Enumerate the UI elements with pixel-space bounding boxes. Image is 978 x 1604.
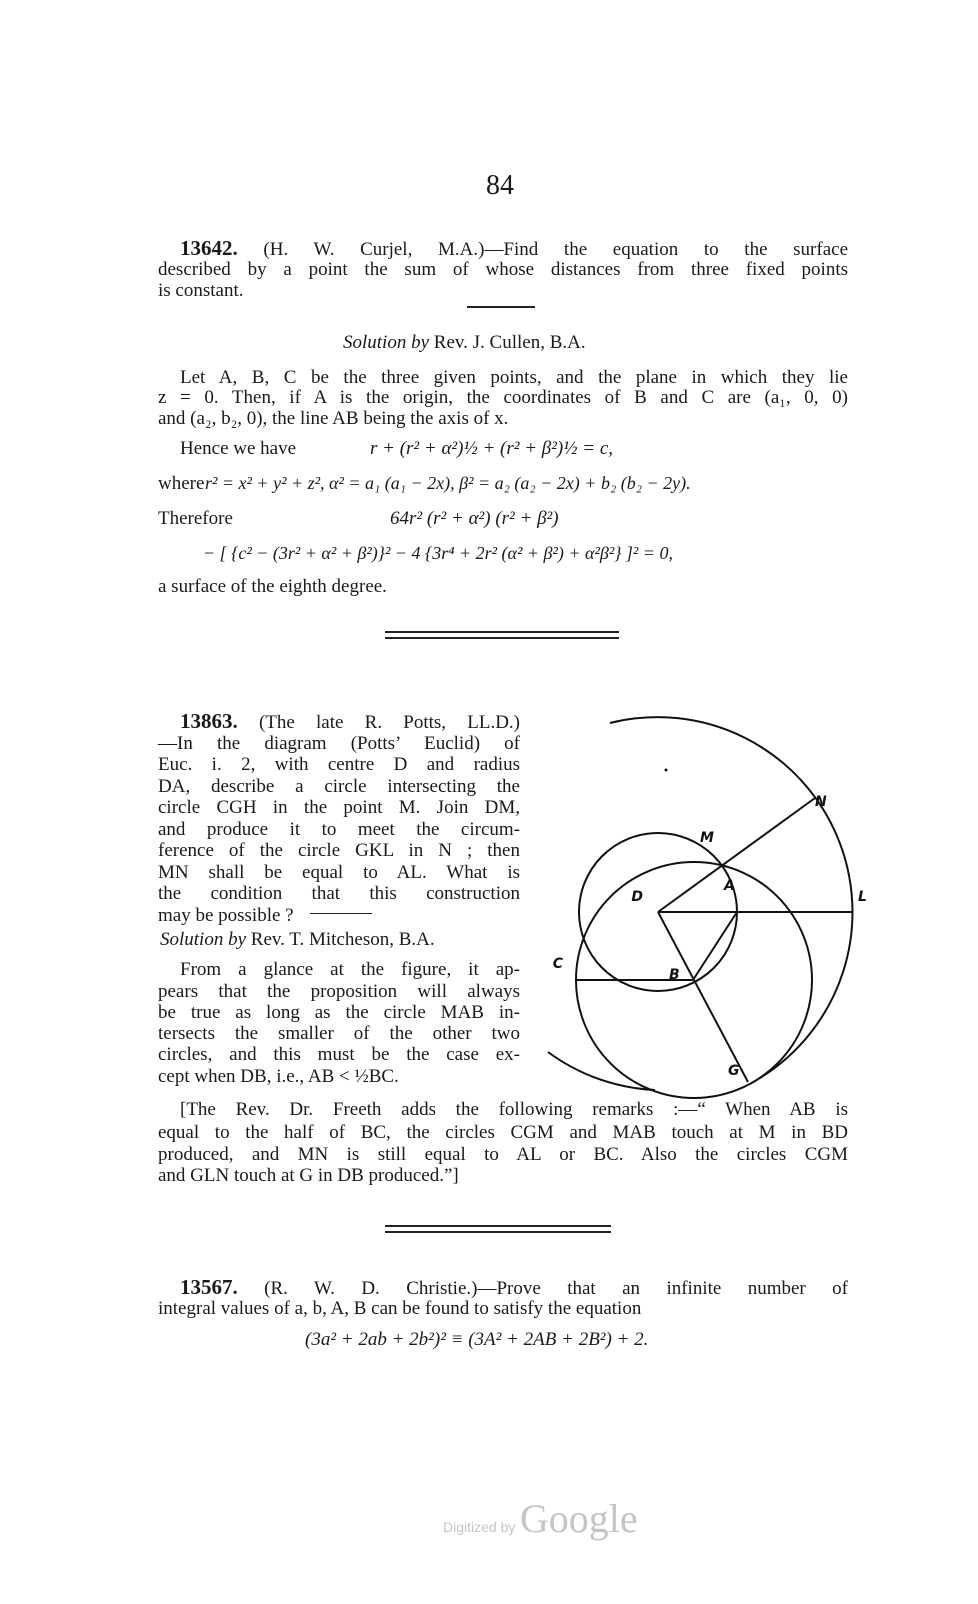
section-divider [385, 1225, 611, 1233]
question-13863-line: DA, describe a circle intersecting the [158, 776, 520, 797]
watermark-logo: Google [519, 1496, 638, 1541]
question-author: (H. W. Curjel, M.A.) [263, 239, 485, 260]
remark-line: equal to the half of BC, the circles CGM and MAB touch at M in BD [158, 1122, 848, 1143]
line-dn [658, 798, 815, 912]
label-b: B [669, 967, 680, 983]
watermark [443, 1495, 638, 1542]
watermark-prefix: Digitized by [443, 1519, 516, 1535]
solution-line: cept when DB, i.e., AB < ½BC. [158, 1066, 399, 1087]
therefore-label: Therefore [158, 508, 233, 529]
question-number: 13567. [180, 1275, 238, 1299]
label-a: A [724, 878, 735, 894]
question-number: 13863. [180, 709, 238, 733]
label-c: C [552, 956, 563, 972]
equation-3: 64r² (r² + α²) (r² + β²) [390, 508, 559, 529]
question-number: 13642. [180, 236, 238, 260]
label-g: G [728, 1063, 740, 1079]
question-13863-line: Euc. i. 2, with centre D and radius [158, 754, 520, 775]
solution-line: From a glance at the figure, it ap- [180, 959, 520, 980]
solution-by-label: Solution by [343, 332, 430, 353]
equation-1: r + (r² + α²)½ + (r² + β²)½ = c, [370, 438, 614, 459]
question-text: (The late R. Potts, LL.D.) [258, 712, 520, 733]
where-label: where [158, 473, 205, 494]
label-d: D [631, 889, 643, 905]
geometry-diagram [520, 690, 870, 1100]
short-rule [310, 913, 372, 914]
short-rule [467, 306, 535, 308]
question-13642-line-1 [180, 238, 848, 260]
solution-line: pears that the proposition will always [158, 981, 520, 1002]
label-m: M [700, 830, 714, 846]
page-number: 84 [486, 170, 514, 201]
line-dg [658, 912, 748, 1082]
question-13863-line: —In the diagram (Potts’ Euclid) of [158, 733, 520, 754]
solver-name: Rev. J. Cullen, B.A. [433, 332, 586, 353]
solution-heading-13863 [160, 929, 435, 950]
question-13863-line: circle CGH in the point M. Join DM, [158, 797, 520, 818]
equation-4: − [ {c² − (3r² + α² + β²)}² − 4 {3r⁴ + 2r² (α² + β²) + α²β²} ]² = 0, [203, 543, 673, 563]
solution-line-2: z = 0. Then, if A is the origin, the coordinates of B and C are (a₁, 0, 0) [158, 387, 848, 408]
question-13863-line: ference of the circle GKL in N ; then [158, 840, 520, 861]
equation-13567: (3a² + 2ab + 2b²)² ≡ (3A² + 2AB + 2B²) + 2. [305, 1329, 649, 1350]
hence-label: Hence we have [180, 438, 297, 459]
solution-heading-13642 [343, 332, 586, 353]
stray-dot [665, 769, 668, 772]
remark-line: [The Rev. Dr. Freeth adds the following remarks :—“ When AB is [180, 1099, 848, 1120]
question-text: (R. W. D. Christie.)—Prove that an infinite number of [264, 1278, 848, 1299]
remark-line: and GLN touch at G in DB produced.”] [158, 1165, 459, 1186]
question-13642-line-3: is constant. [158, 280, 244, 301]
large-circle-arc [610, 717, 852, 1078]
solution-line-1: Let A, B, C be the three given points, and the plane in which they lie [180, 367, 848, 388]
question-13642-line-2: described by a point the sum of whose distances from three fixed points [158, 259, 848, 280]
question-13863-line: may be possible ? [158, 905, 294, 926]
question-13567-line-1 [180, 1277, 848, 1299]
remark-line: produced, and MN is still equal to AL or BC. Also the circles CGM [158, 1144, 848, 1165]
label-l: L [858, 889, 867, 905]
solution-line: be true as long as the circle MAB in- [158, 1002, 520, 1023]
question-13863-line: the condition that this construction [158, 883, 520, 904]
conclusion: a surface of the eighth degree. [158, 576, 387, 597]
question-text: —Find the equation to the surface [484, 239, 849, 260]
equation-2: r² = x² + y² + z², α² = a₁ (a₁ − 2x), β² = a₂ (a₂ − 2x) + b₂ (b₂ − 2y). [205, 473, 691, 493]
solver-name: Rev. T. Mitcheson, B.A. [250, 929, 435, 950]
question-13863-line: MN shall be equal to AL. What is [158, 862, 520, 883]
label-n: N [815, 794, 827, 810]
solution-line: circles, and this must be the case ex- [158, 1044, 520, 1065]
question-13863-line: and produce it to meet the circum- [158, 819, 520, 840]
section-divider [385, 631, 619, 639]
question-13863-line-1 [180, 711, 520, 733]
solution-line: tersects the smaller of the other two [158, 1023, 520, 1044]
solution-line-3: and (a₂, b₂, 0), the line AB being the axis of x. [158, 408, 509, 429]
solution-by-label: Solution by [160, 929, 247, 950]
question-13567-line-2: integral values of a, b, A, B can be found to satisfy the equation [158, 1298, 642, 1319]
